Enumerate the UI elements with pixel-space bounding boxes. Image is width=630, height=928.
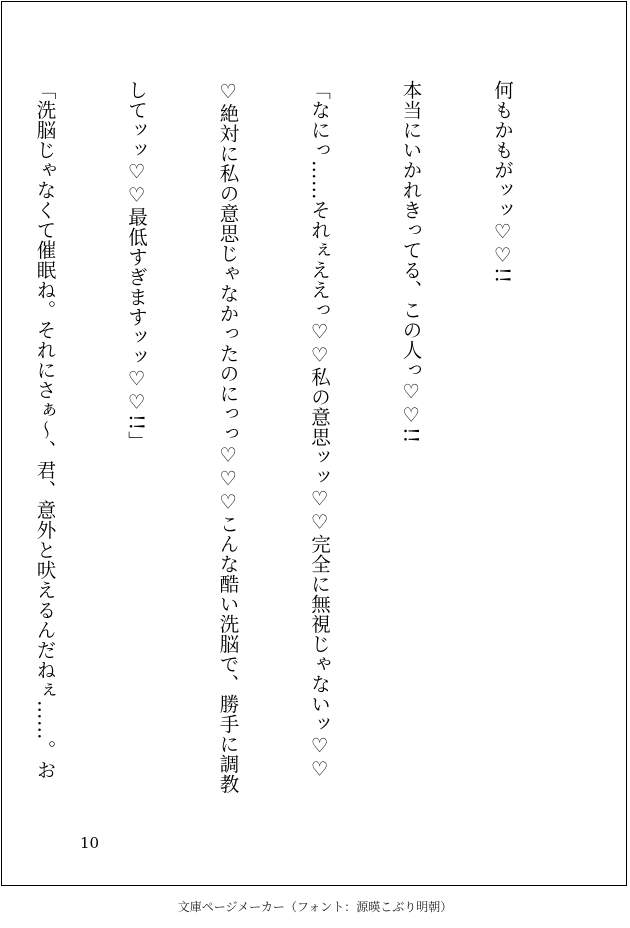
text-line: 何もかもがッッ♡♡!! (491, 80, 514, 284)
text-line: してッッ♡♡最低すぎますッッ♡♡!!」 (125, 80, 148, 451)
page-frame (1, 1, 627, 886)
text-line: 本当にいかれきってる、この人っ♡♡!! (399, 80, 423, 444)
page-number: 10 (80, 834, 100, 852)
vertical-text-body (0, 80, 578, 800)
text-line: ♡絶対に私の意思じゃなかったのにっっ♡♡♡こんな酷い洗脳で、勝手に調教 (216, 80, 240, 794)
text-line: 「なにっ……それぇええっ♡♡私の意思ッッ♡♡完全に無視じゃないッ♡♡ (308, 80, 331, 781)
footer-caption: 文庫ページメーカー（フォント：源暎こぶり明朝） (177, 900, 453, 914)
text-line: 「洗脳じゃなくて催眠ね。それにさぁ〜、君、意外と吠えるんだねぇ……。お (33, 80, 57, 780)
